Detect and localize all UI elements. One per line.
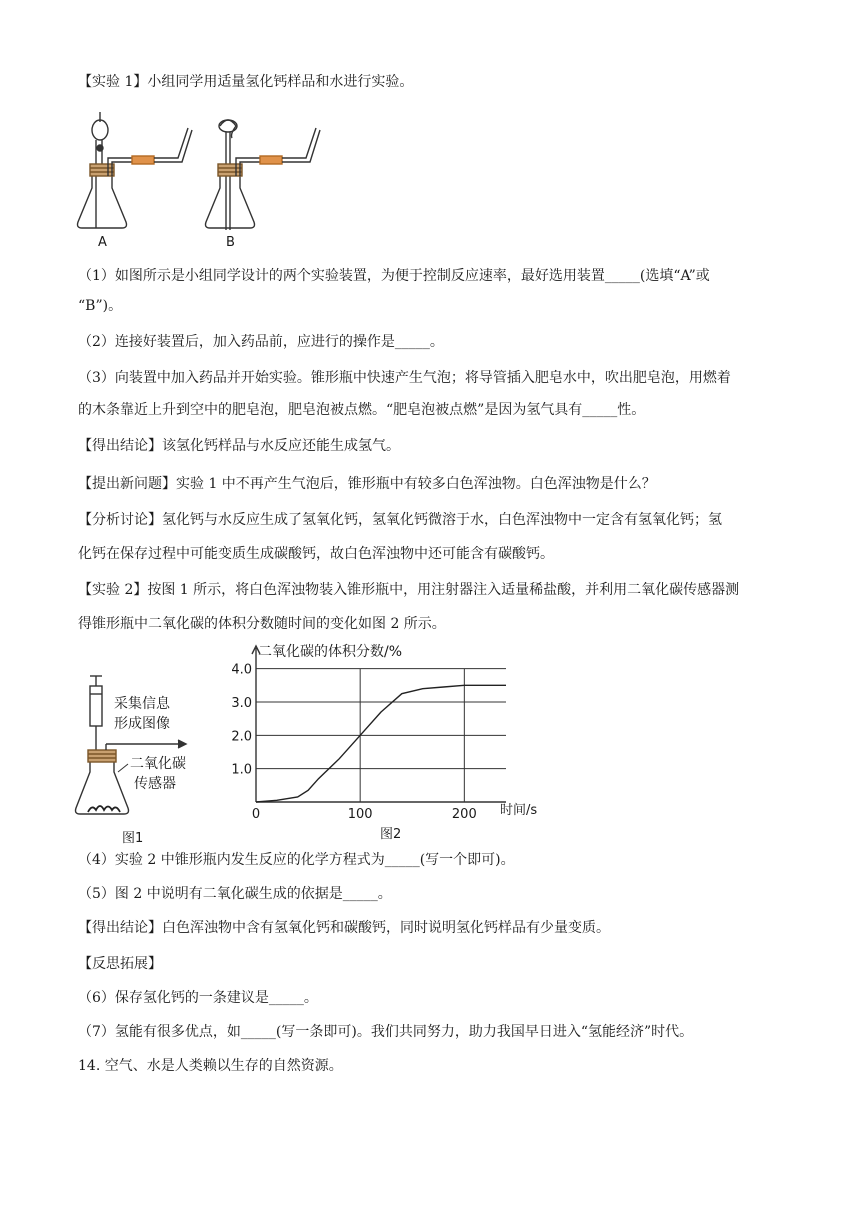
text-line: 【提出新问题】实验 1 中不再产生气泡后，锥形瓶中有较多白色浑浊物。白色浑浊物是什么？	[78, 476, 656, 492]
sensor-label-2: 传感器	[134, 776, 176, 792]
collect-label-1: 采集信息	[114, 696, 170, 712]
figure-1-label: 图1	[122, 831, 144, 846]
text-line: （4）实验 2 中锥形瓶内发生反应的化学方程式为_____(写一个即可)。	[78, 852, 515, 868]
x-axis-label: 时间/s	[500, 803, 538, 818]
sensor-label-1: 二氧化碳	[130, 756, 186, 772]
text-line: （6）保存氢化钙的一条建议是_____。	[78, 990, 318, 1006]
y-axis-label: 二氧化碳的体积分数/%	[258, 644, 403, 660]
figure-2-label: 图2	[380, 827, 402, 842]
text-line: 化钙在保存过程中可能变质生成碳酸钙，故白色浑浊物中还可能含有碳酸钙。	[78, 546, 554, 562]
apparatus-b-label: B	[226, 235, 235, 250]
x-tick-label: 100	[347, 807, 373, 822]
y-tick-label: 4.0	[231, 662, 252, 678]
text-line: 【得出结论】该氢化钙样品与水反应还能生成氢气。	[78, 438, 400, 454]
y-tick-label: 3.0	[231, 696, 252, 711]
figure-2-chart	[222, 642, 552, 848]
text-line: 【分析讨论】氢化钙与水反应生成了氢氧化钙，氢氧化钙微溶于水，白色浑浊物中一定含有氢氧化钙；氢	[78, 512, 722, 528]
text-line: （5）图 2 中说明有二氧化碳生成的依据是_____。	[78, 886, 392, 902]
figure-1	[72, 672, 222, 848]
y-tick-label: 2.0	[231, 729, 252, 745]
apparatus-a	[78, 112, 193, 228]
x-tick-label: 0	[251, 807, 261, 822]
x-tick-label: 200	[451, 807, 477, 822]
y-tick-label: 1.0	[231, 762, 252, 778]
text-line: （1）如图所示是小组同学设计的两个实验装置，为便于控制反应速率，最好选用装置_____(选填“A”或	[78, 268, 710, 284]
text-line: 【反思拓展】	[78, 956, 162, 972]
collect-label-2: 形成图像	[114, 716, 170, 732]
apparatus-b	[206, 120, 321, 230]
text-line: 得锥形瓶中二氧化碳的体积分数随时间的变化如图 2 所示。	[78, 616, 446, 632]
text-line: （2）连接好装置后，加入药品前，应进行的操作是_____。	[78, 334, 444, 350]
apparatus-figure	[70, 108, 330, 250]
text-line: （3）向装置中加入药品并开始实验。锥形瓶中快速产生气泡；将导管插入肥皂水中，吹出肥皂泡，用燃着	[78, 370, 731, 386]
text-line: 的木条靠近上升到空中的肥皂泡，肥皂泡被点燃。“肥皂泡被点燃”是因为氢气具有_____性。	[78, 402, 646, 418]
apparatus-a-label: A	[98, 235, 107, 250]
text-line: 【得出结论】白色浑浊物中含有氢氧化钙和碳酸钙，同时说明氢化钙样品有少量变质。	[78, 920, 610, 936]
text-line: “B”)。	[78, 298, 123, 314]
text-line: 【实验 2】按图 1 所示，将白色浑浊物装入锥形瓶中，用注射器注入适量稀盐酸，并利用二氧化碳传感器测	[78, 582, 740, 598]
text-line: （7）氢能有很多优点，如_____(写一条即可)。我们共同努力，助力我国早日进入“氢能经济”时代。	[78, 1024, 694, 1040]
co2-series-line	[256, 685, 506, 802]
text-line: 【实验 1】小组同学用适量氢化钙样品和水进行实验。	[78, 74, 414, 90]
text-line: 14. 空气、水是人类赖以生存的自然资源。	[78, 1058, 343, 1074]
